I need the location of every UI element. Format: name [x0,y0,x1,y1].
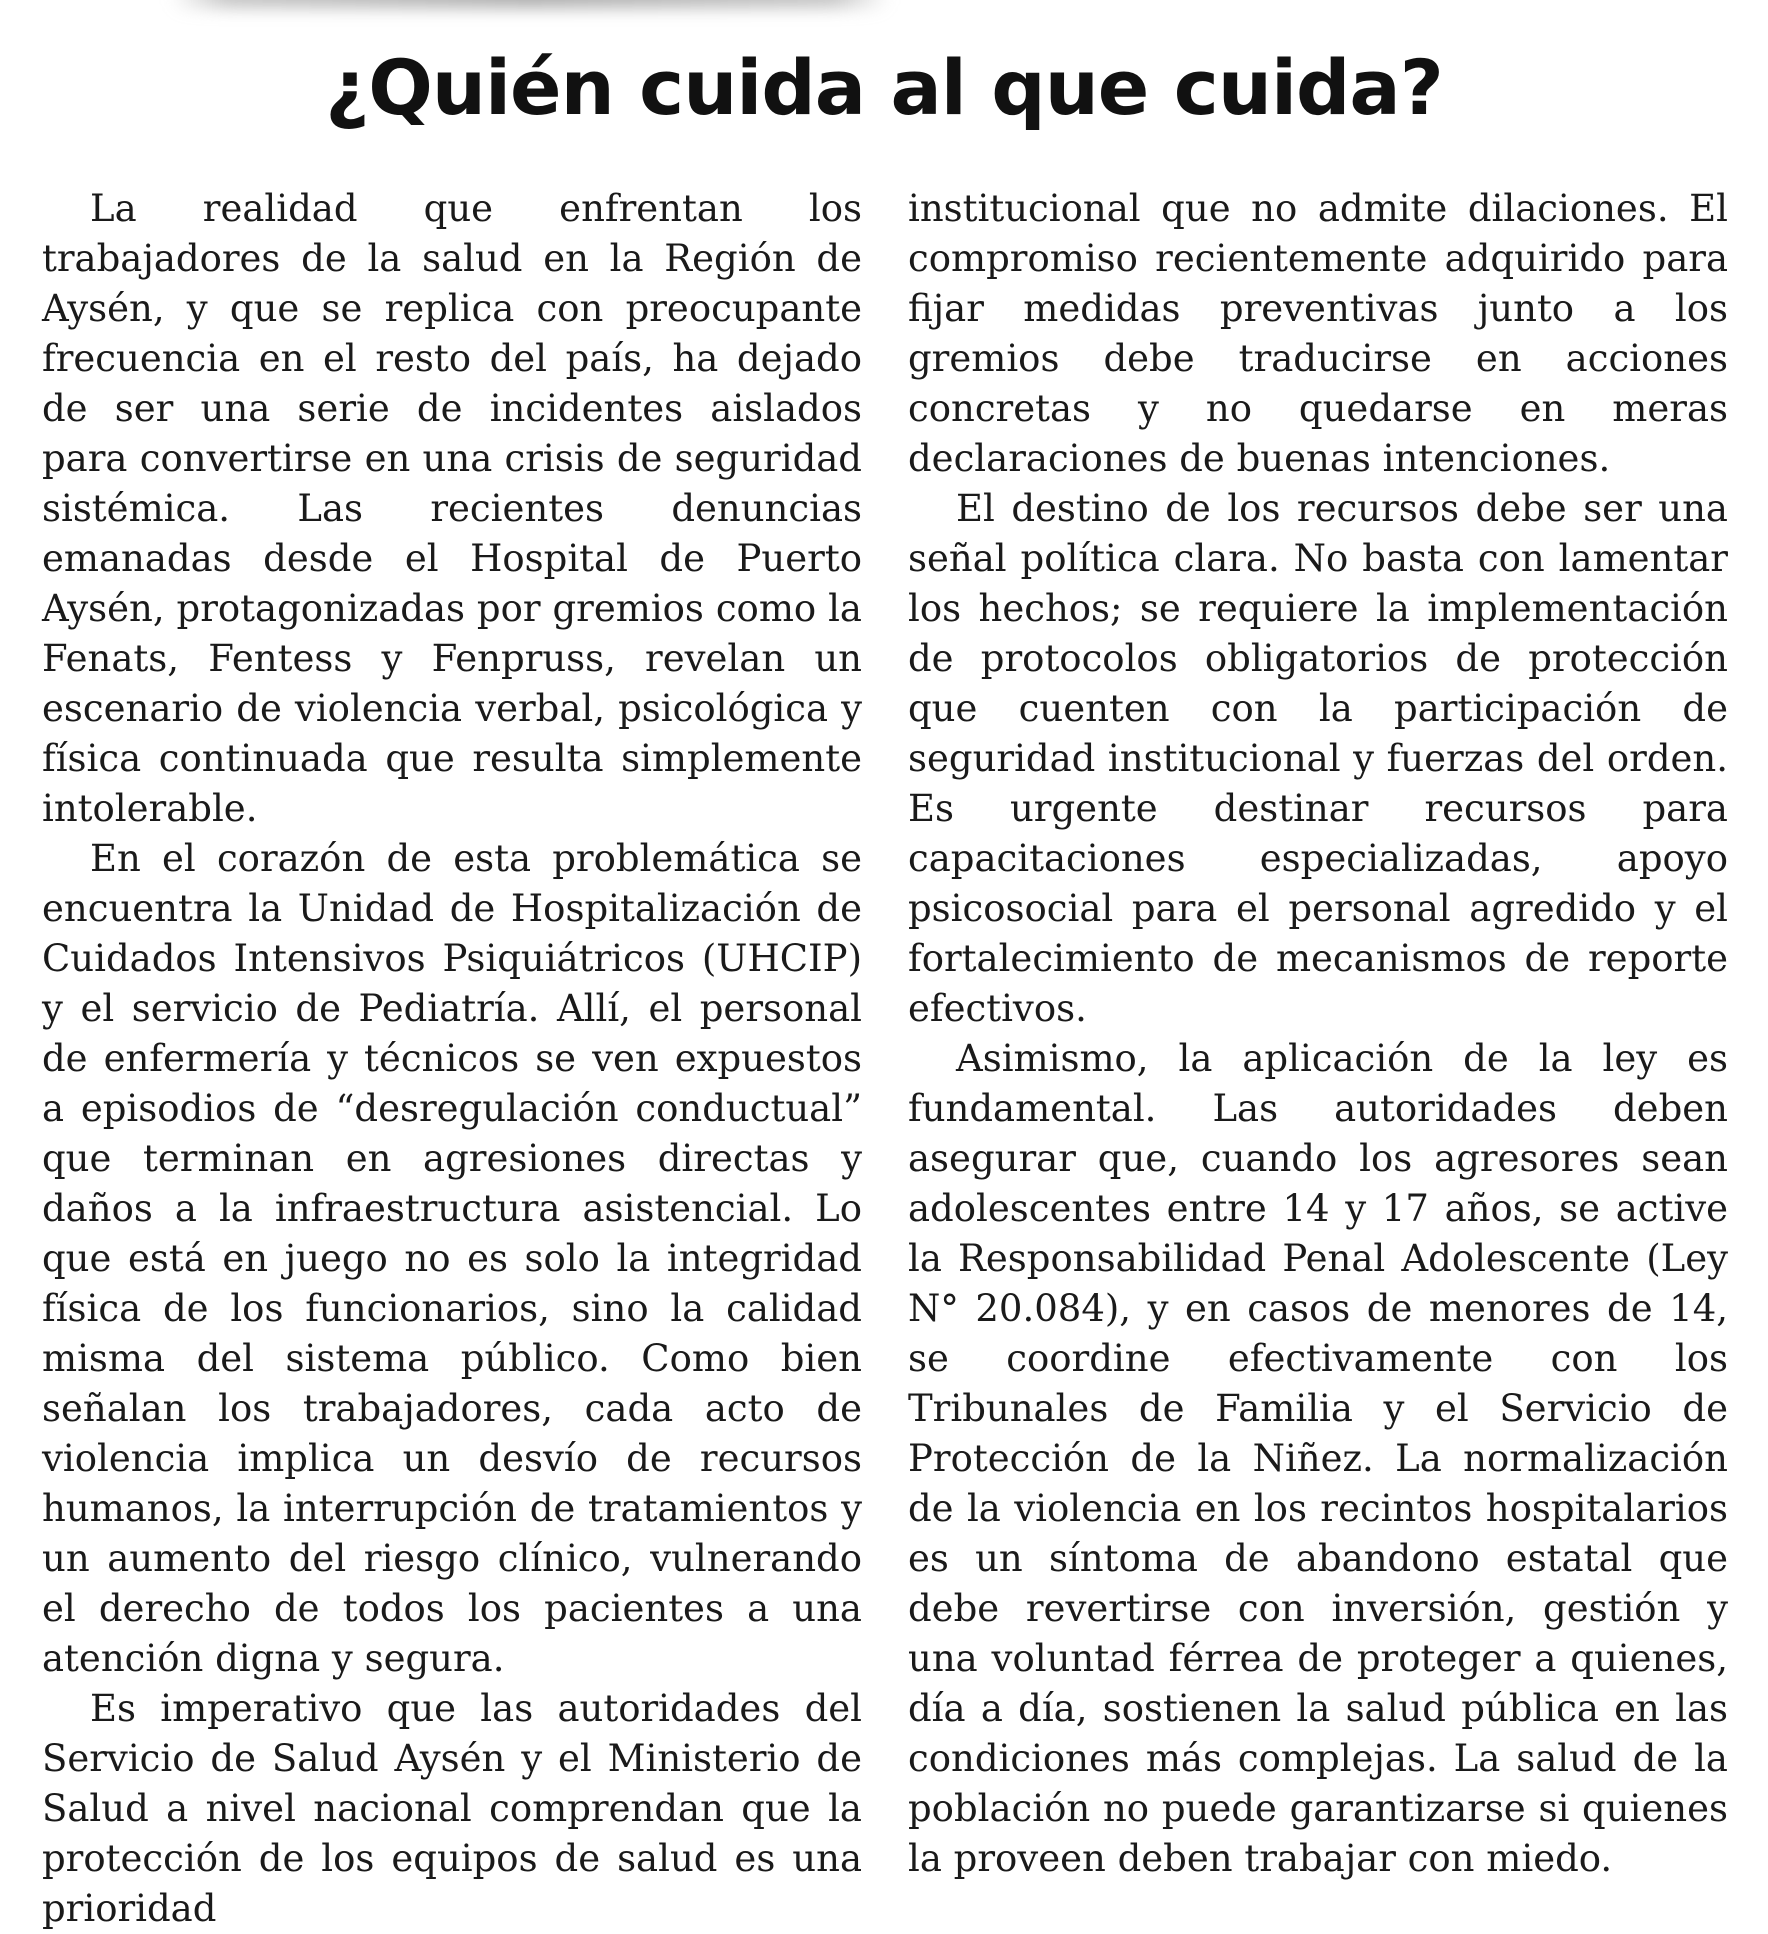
paragraph: El destino de los recursos debe ser una señal política clara. No basta con lamentar los hechos; se requiere la implementación de protocolos obligatorios de protección que cuenten con la participación de seguridad institucional y fuerzas del orden. Es urgente destinar recursos para capacitaciones especializadas, apoyo psicosocial para el personal agredido y el fortalecimiento de mecanismos de reporte efectivos. [908,487,1728,1030]
masthead-fragment [170,0,890,8]
column-left [42,184,862,1934]
paragraph: Asimismo, la aplicación de la ley es fundamental. Las autoridades deben asegurar que, cuando los agresores sean adolescentes entre 14 y 17 años, se active la Responsabilidad Penal Adolescente (Ley N° 20.084), y en casos de menores de 14, se coordine efectivamente con los Tribunales de Familia y el Servicio de Protección de la Niñez. La normalización de la violencia en los recintos hospitalarios es un síntoma de abandono estatal que debe revertirse con inversión, gestión y una voluntad férrea de proteger a quienes, día a día, sostienen la salud pública en las condiciones más complejas. La salud de la población no puede garantizarse si quienes la proveen deben trabajar con miedo. [908,1037,1728,1880]
paragraph: La realidad que enfrentan los trabajadores de la salud en la Región de Aysén, y que se replica con preocupante frecuencia en el resto del país, ha dejado de ser una serie de incidentes aislados para convertirse en una crisis de seguridad sistémica. Las recientes denuncias emanadas desde el Hospital de Puerto Aysén, protagonizadas por gremios como la Fenats, Fentess y Fenpruss, revelan un escenario de violencia verbal, psicológica y física continuada que resulta simplemente intolerable. [42,187,862,830]
paragraph-continued: institucional que no admite dilaciones. El compromiso recientemente adquirido para fijar medidas preventivas junto a los gremios debe traducirse en acciones concretas y no quedarse en meras declaraciones de buenas intenciones. [908,187,1728,480]
paragraph: Es imperativo que las autoridades del Servicio de Salud Aysén y el Ministerio de Salud a nivel nacional comprendan que la protección de los equipos de salud es una prioridad [42,1687,862,1930]
page-title: ¿Quién cuida al que cuida? [325,43,1443,132]
article-body [42,184,1728,1934]
column-right [908,184,1728,1934]
paragraph: En el corazón de esta problemática se encuentra la Unidad de Hospitalización de Cuidados Intensivos Psiquiátricos (UHCIP) y el servicio de Pediatría. Allí, el personal de enfermería y técnicos se ven expuestos a episodios de “desregulación conductual” que terminan en agresiones directas y daños a la infraestructura asistencial. Lo que está en juego no es solo la integridad física de los funcionarios, sino la calidad misma del sistema público. Como bien señalan los trabajadores, cada acto de violencia implica un desvío de recursos humanos, la interrupción de tratamientos y un aumento del riesgo clínico, vulnerando el derecho de todos los pacientes a una atención digna y segura. [42,837,862,1680]
